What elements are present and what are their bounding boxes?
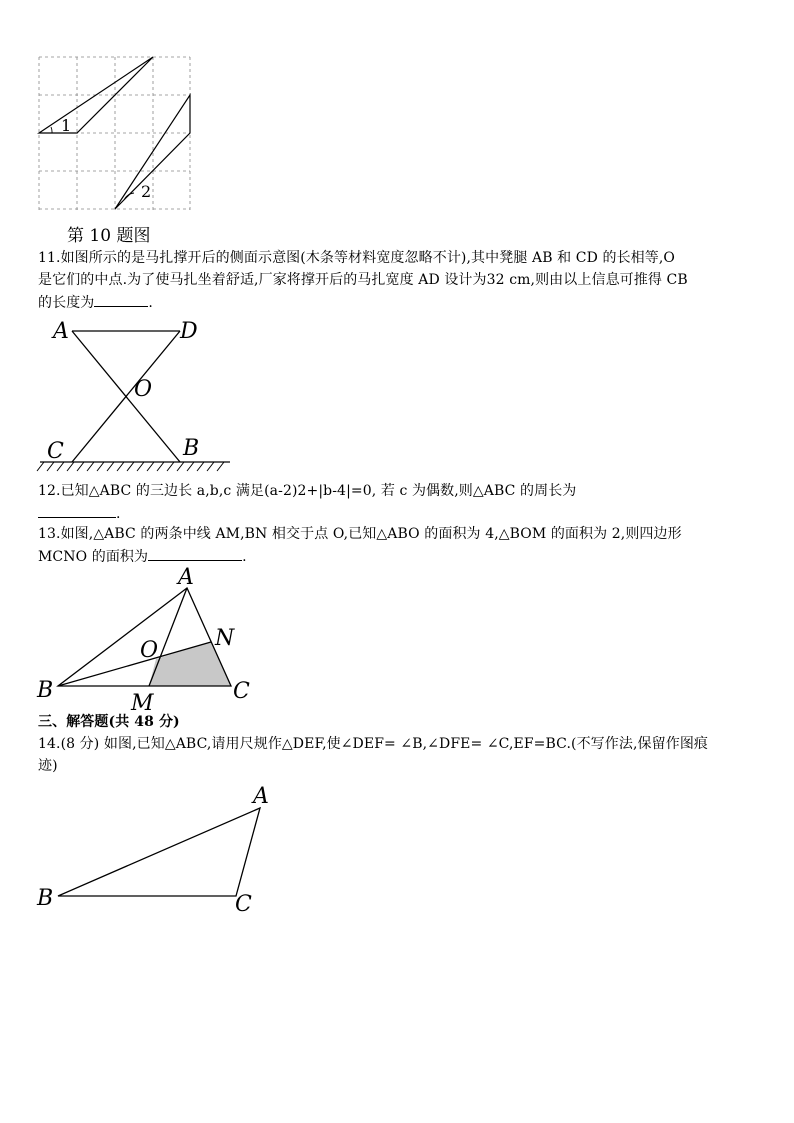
q14-triangle-ABC — [58, 808, 260, 896]
q14-label-A: A — [253, 784, 269, 809]
q11-label-D: D — [180, 319, 198, 344]
q10-caption: 第 10 题图 — [67, 226, 151, 246]
q11-label-O: O — [134, 377, 153, 402]
q10-angle2-label: 2 — [141, 182, 152, 201]
q14-text-line2: 迹) — [38, 758, 58, 774]
q11-label-A: A — [53, 319, 69, 344]
q14-label-C: C — [235, 892, 252, 917]
q11-text-line1: 11.如图所示的是马扎撑开后的侧面示意图(木条等材料宽度忽略不计),其中凳腿 AB 和 CD 的长相等,O — [38, 250, 675, 266]
q13-label-N: N — [215, 626, 235, 651]
q13-label-O: O — [140, 638, 159, 663]
q11-label-B: B — [183, 436, 200, 461]
q14-text-line1: 14.(8 分) 如图,已知△ABC,请用尺规作△DEF,使∠DEF= ∠B,∠DFE= ∠C,EF=BC.(不写作法,保留作图痕 — [38, 736, 709, 752]
q13-label-B: B — [37, 678, 54, 703]
q11-text-line3: 的长度为 . — [38, 292, 153, 314]
q13-text-line2: MCNO 的面积为 . — [38, 546, 247, 568]
q13-label-C: C — [233, 679, 250, 704]
section3-heading: 三、解答题(共 48 分) — [38, 714, 180, 730]
q10-angle1-label: 1 — [61, 116, 72, 135]
q13-label-A: A — [178, 565, 194, 590]
q13-label-M: M — [131, 691, 154, 716]
q14-label-B: B — [37, 886, 54, 911]
q11-text-line2: 是它们的中点.为了使马扎坐着舒适,厂家将撑开后的马扎宽度 AD 设计为32 cm,则由以上信息可推得 CB — [38, 272, 688, 288]
q12-text-line2: . — [38, 503, 121, 525]
q12-text-line1: 12.已知△ABC 的三边长 a,b,c 满足(a-2)2+|b-4|=0, 若 c 为偶数,则△ABC 的周长为 — [38, 483, 577, 499]
q11-label-C: C — [47, 439, 64, 464]
q13-text-line1: 13.如图,△ABC 的两条中线 AM,BN 相交于点 O,已知△ABO 的面积为 4,△BOM 的面积为 2,则四边形 — [38, 526, 682, 542]
